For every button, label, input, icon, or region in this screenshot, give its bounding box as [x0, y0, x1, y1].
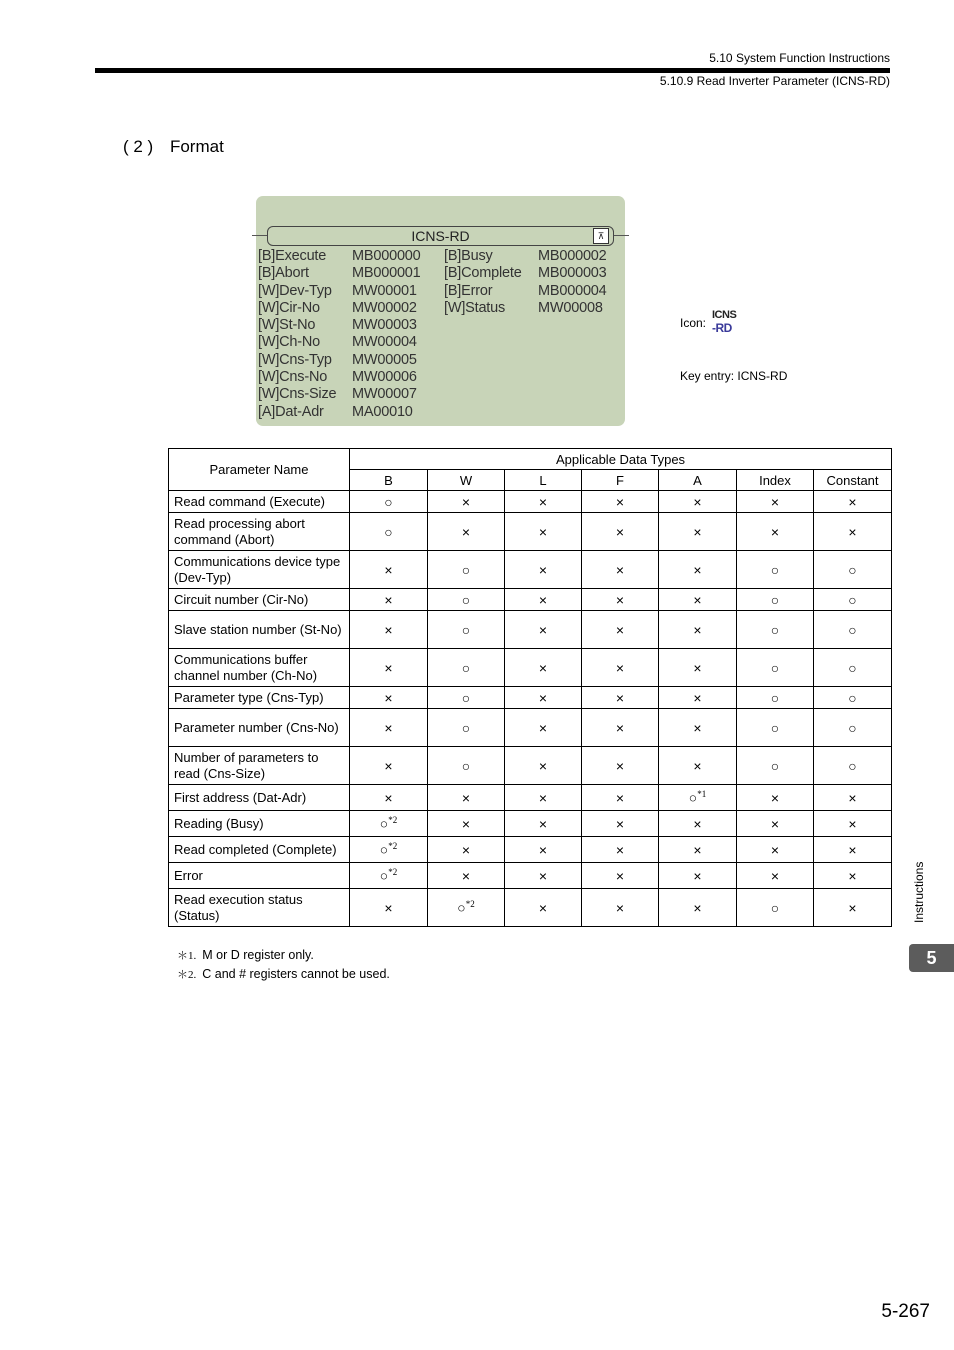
param-name-cell: Error [169, 863, 350, 889]
side-tab-label: Instructions [912, 861, 926, 923]
type-cell: × [659, 687, 737, 709]
footnote-2: ＊2. C and # registers cannot be used. [177, 967, 390, 981]
block-input-label: [W]St-No [258, 317, 316, 333]
type-cell: × [505, 513, 582, 551]
type-cell: ○ [428, 551, 505, 589]
key-entry: Key entry: ICNS-RD [680, 369, 788, 383]
table-row [169, 649, 892, 687]
type-cell: × [659, 747, 737, 785]
table-row [169, 863, 892, 889]
block-input-label: [W]Cir-No [258, 300, 320, 316]
type-cell: × [659, 709, 737, 747]
param-name-cell: Read command (Execute) [169, 491, 350, 513]
type-cell: × [582, 551, 659, 589]
type-cell: ○$^{*1}$ [659, 785, 737, 811]
type-cell: × [505, 863, 582, 889]
type-cell: × [582, 837, 659, 863]
icon-label: Icon: [680, 316, 707, 330]
type-cell: ○ [428, 589, 505, 611]
param-name-cell: Slave station number (St-No) [169, 611, 350, 649]
column-header-f: F [582, 470, 659, 491]
type-cell: × [505, 889, 582, 927]
block-input-label: [A]Dat-Adr [258, 404, 324, 420]
type-cell: × [659, 837, 737, 863]
type-cell: × [505, 589, 582, 611]
function-block [256, 196, 625, 426]
block-input-address: MW00005 [352, 352, 417, 368]
side-tab [906, 845, 930, 925]
type-cell: ○ [428, 709, 505, 747]
type-cell: ○ [428, 611, 505, 649]
type-cell: × [350, 785, 428, 811]
block-input-label: [W]Cns-Typ [258, 352, 332, 368]
type-cell: × [814, 491, 892, 513]
type-cell: × [659, 863, 737, 889]
type-cell: × [737, 785, 814, 811]
type-cell: × [814, 889, 892, 927]
type-cell: × [428, 811, 505, 837]
block-input-address: MW00004 [352, 334, 417, 350]
type-cell: ○ [737, 687, 814, 709]
block-output-label: [B]Error [444, 283, 493, 299]
type-cell: ○ [428, 687, 505, 709]
block-input-label: [W]Ch-No [258, 334, 321, 350]
table-row [169, 491, 892, 513]
block-right-wire [613, 235, 629, 236]
param-name-cell: First address (Dat-Adr) [169, 785, 350, 811]
param-name-cell: Number of parameters to read (Cns-Size) [169, 747, 350, 785]
type-cell: ○ [814, 649, 892, 687]
column-header-constant: Constant [814, 470, 892, 491]
type-cell: × [350, 747, 428, 785]
column-header-index: Index [737, 470, 814, 491]
type-cell: × [814, 513, 892, 551]
param-name-cell: Read completed (Complete) [169, 837, 350, 863]
param-name-cell: Communications device type (Dev-Typ) [169, 551, 350, 589]
block-input-label: [W]Dev-Typ [258, 283, 332, 299]
type-cell: × [582, 687, 659, 709]
type-cell: × [428, 491, 505, 513]
type-cell: × [737, 513, 814, 551]
type-cell: × [428, 837, 505, 863]
type-cell: × [582, 649, 659, 687]
type-cell: × [737, 863, 814, 889]
block-input-address: MW00006 [352, 369, 417, 385]
type-cell: × [505, 649, 582, 687]
type-cell: × [659, 649, 737, 687]
type-cell: ○$^{*2}$ [350, 811, 428, 837]
type-cell: × [814, 811, 892, 837]
type-cell: × [814, 785, 892, 811]
type-cell: × [350, 589, 428, 611]
type-cell: × [582, 889, 659, 927]
table-row [169, 889, 892, 927]
type-cell: × [582, 811, 659, 837]
table-row [169, 687, 892, 709]
section-title: Format [169, 137, 224, 156]
type-cell: ○ [814, 747, 892, 785]
block-input-address: MB000001 [352, 265, 421, 281]
type-cell: × [582, 513, 659, 551]
type-cell: × [814, 837, 892, 863]
type-cell: ○ [350, 491, 428, 513]
table-row [169, 785, 892, 811]
type-cell: × [505, 491, 582, 513]
type-cell: × [582, 611, 659, 649]
type-cell: ○$^{*2}$ [350, 863, 428, 889]
type-cell: × [505, 837, 582, 863]
header-subsection-title: 5.10.9 Read Inverter Parameter (ICNS-RD) [659, 74, 890, 88]
type-cell: ○ [737, 889, 814, 927]
block-input-address: MW00007 [352, 386, 417, 402]
type-cell: × [814, 863, 892, 889]
type-cell: ○ [814, 551, 892, 589]
type-cell: × [582, 785, 659, 811]
data-types-table [168, 448, 892, 927]
type-cell: ○ [428, 747, 505, 785]
type-cell: × [505, 687, 582, 709]
section-number: ( 2 ) [123, 137, 154, 156]
param-name-cell: Circuit number (Cir-No) [169, 589, 350, 611]
type-cell: ○ [737, 709, 814, 747]
type-cell: × [737, 837, 814, 863]
type-cell: × [505, 709, 582, 747]
block-output-label: [B]Complete [444, 265, 522, 281]
table-row [169, 551, 892, 589]
block-output-address: MW00008 [538, 300, 603, 316]
table-row [169, 513, 892, 551]
type-cell: × [505, 811, 582, 837]
block-output-label: [B]Busy [444, 248, 493, 264]
column-header-w: W [428, 470, 505, 491]
type-cell: × [428, 513, 505, 551]
applicable-types-header: Applicable Data Types [350, 449, 892, 470]
type-cell: × [505, 551, 582, 589]
block-name: ICNS-RD [411, 228, 470, 244]
type-cell: × [350, 551, 428, 589]
type-cell: × [505, 785, 582, 811]
type-cell: × [350, 889, 428, 927]
type-cell: ○ [737, 589, 814, 611]
block-left-wire [252, 235, 268, 236]
block-input-label: [B]Execute [258, 248, 327, 264]
type-cell: ○ [814, 709, 892, 747]
type-cell: ○$^{*2}$ [350, 837, 428, 863]
block-input-address: MW00001 [352, 283, 417, 299]
type-cell: ○ [428, 649, 505, 687]
type-cell: × [737, 811, 814, 837]
type-cell: × [659, 589, 737, 611]
block-title-bar [267, 226, 614, 246]
type-cell: × [428, 785, 505, 811]
type-cell: ○ [737, 649, 814, 687]
block-input-address: MW00002 [352, 300, 417, 316]
page-number: 5-267 [881, 1301, 930, 1322]
param-name-cell: Communications buffer channel number (Ch-No) [169, 649, 350, 687]
type-cell: × [350, 709, 428, 747]
block-input-address: MA00010 [352, 404, 413, 420]
column-header-b: B [350, 470, 428, 491]
type-cell: × [350, 611, 428, 649]
icon-text-line2: -RD [712, 321, 732, 335]
type-cell: × [582, 863, 659, 889]
type-cell: ○ [350, 513, 428, 551]
table-row [169, 747, 892, 785]
type-cell: × [505, 747, 582, 785]
type-cell: × [659, 811, 737, 837]
param-name-cell: Parameter number (Cns-No) [169, 709, 350, 747]
block-output-address: MB000004 [538, 283, 607, 299]
type-cell: × [659, 513, 737, 551]
type-cell: × [737, 491, 814, 513]
footnote-1: ＊1. M or D register only. [177, 948, 314, 962]
type-cell: ○ [814, 687, 892, 709]
type-cell: ○$^{*2}$ [428, 889, 505, 927]
type-cell: ○ [737, 747, 814, 785]
block-input-address: MB000000 [352, 248, 421, 264]
type-cell: × [582, 747, 659, 785]
block-output-address: MB000003 [538, 265, 607, 281]
table-row [169, 709, 892, 747]
table-row [169, 589, 892, 611]
block-window-icon: ⊼ [593, 228, 609, 244]
param-name-cell: Reading (Busy) [169, 811, 350, 837]
block-output-label: [W]Status [444, 300, 506, 316]
icns-rd-icon [710, 309, 742, 337]
type-cell: × [582, 709, 659, 747]
table-row [169, 837, 892, 863]
block-output-address: MB000002 [538, 248, 607, 264]
icon-text-line1: ICNS [712, 309, 737, 321]
type-cell: × [582, 491, 659, 513]
column-header-a: A [659, 470, 737, 491]
column-header-l: L [505, 470, 582, 491]
param-name-cell: Read processing abort command (Abort) [169, 513, 350, 551]
type-cell: × [350, 649, 428, 687]
type-cell: × [350, 687, 428, 709]
type-cell: × [659, 611, 737, 649]
table-row [169, 611, 892, 649]
chapter-tab: 5 [909, 944, 954, 972]
type-cell: × [659, 551, 737, 589]
param-name-cell: Parameter type (Cns-Typ) [169, 687, 350, 709]
table-row [169, 811, 892, 837]
block-input-label: [W]Cns-Size [258, 386, 337, 402]
block-input-label: [B]Abort [258, 265, 309, 281]
type-cell: × [505, 611, 582, 649]
type-cell: × [659, 491, 737, 513]
header-rule [95, 68, 890, 73]
type-cell: × [582, 589, 659, 611]
type-cell: ○ [814, 611, 892, 649]
type-cell: ○ [737, 611, 814, 649]
section-heading [123, 137, 224, 157]
type-cell: ○ [737, 551, 814, 589]
block-input-address: MW00003 [352, 317, 417, 333]
type-cell: × [428, 863, 505, 889]
header-section-title: 5.10 System Function Instructions [709, 51, 890, 65]
type-cell: ○ [814, 589, 892, 611]
type-cell: × [659, 889, 737, 927]
param-name-header: Parameter Name [169, 449, 350, 491]
block-input-label: [W]Cns-No [258, 369, 328, 385]
param-name-cell: Read execution status (Status) [169, 889, 350, 927]
